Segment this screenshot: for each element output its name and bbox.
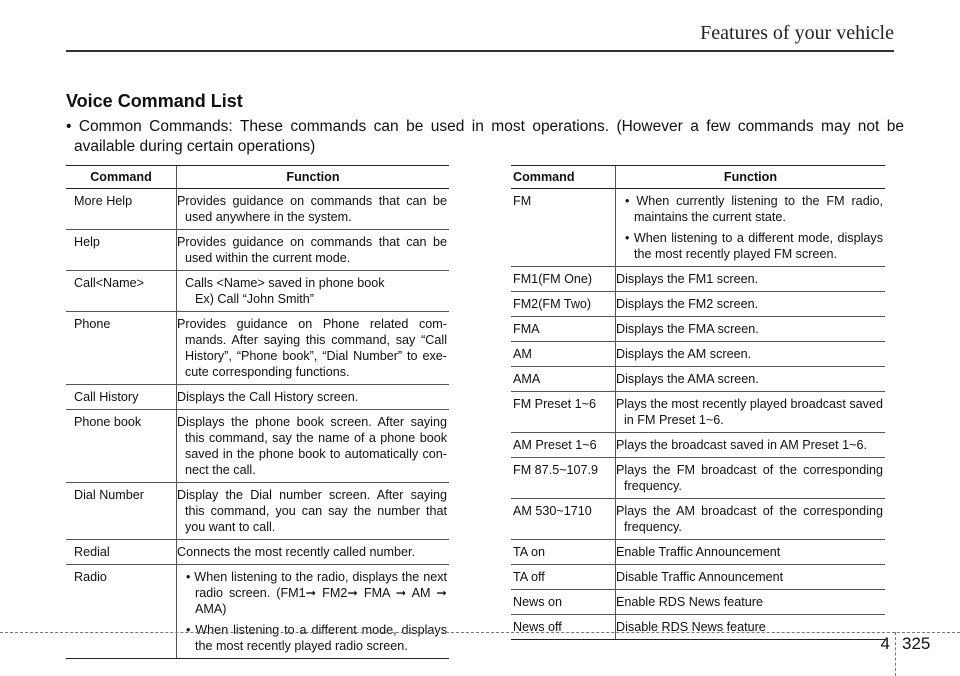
command-cell: FM1(FM One) <box>511 267 616 292</box>
command-cell: FM 87.5~107.9 <box>511 458 616 499</box>
command-cell: FM <box>511 189 616 267</box>
table-row <box>511 540 885 565</box>
column-header-command: Command <box>511 166 616 189</box>
function-cell: Displays the FMA screen. <box>616 317 886 342</box>
intro-paragraph: • Common Commands: These commands can be used in most operations. (However a few commands may not be available during certain operations) <box>66 118 904 155</box>
function-cell: Disable RDS News feature <box>616 615 886 640</box>
table-row <box>511 189 885 267</box>
function-cell: Plays the AM broadcast of the corresponding frequency. <box>616 499 886 540</box>
command-cell: More Help <box>66 189 177 230</box>
bullet-item: • When currently listening to the FM radio, maintains the current state. <box>625 194 883 224</box>
function-text: Calls <Name> saved in phone book <box>185 276 385 290</box>
function-cell: Displays the AM screen. <box>616 342 886 367</box>
command-cell: Redial <box>66 540 177 565</box>
bullet-item: • When listening to a different mode, displays the most recently played FM screen. <box>625 231 883 261</box>
function-cell <box>177 565 450 659</box>
section-title: Voice Command List <box>66 91 243 111</box>
command-cell: FM Preset 1~6 <box>511 392 616 433</box>
table-row <box>511 367 885 392</box>
table-row <box>66 385 449 410</box>
function-cell: Displays the FM1 screen. <box>616 267 886 292</box>
table-row <box>511 565 885 590</box>
command-cell: Dial Number <box>66 483 177 540</box>
command-cell: TA on <box>511 540 616 565</box>
table-row <box>66 230 449 271</box>
footer-rule <box>0 632 960 633</box>
function-cell: Connects the most recently called number. <box>177 540 450 565</box>
bullet-item: • When listening to the radio, displays the next radio screen. (FM1➞ FM2➞ FMA ➞ AM ➞ AMA) <box>186 570 447 616</box>
command-cell: News off <box>511 615 616 640</box>
table-row <box>66 410 449 483</box>
function-cell <box>616 189 886 267</box>
table-row <box>66 565 449 659</box>
command-cell: Phone book <box>66 410 177 483</box>
table-row <box>511 458 885 499</box>
table-row <box>511 615 885 640</box>
function-cell: Enable Traffic Announcement <box>616 540 886 565</box>
column-header-function: Function <box>177 166 450 189</box>
table-row <box>511 433 885 458</box>
function-cell: Provides guidance on commands that can be used anywhere in the system. <box>177 189 450 230</box>
function-cell <box>177 271 450 312</box>
command-cell: AM Preset 1~6 <box>511 433 616 458</box>
command-cell: FM2(FM Two) <box>511 292 616 317</box>
function-cell: Plays the most recently played broadcast saved in FM Preset 1~6. <box>616 392 886 433</box>
table-row <box>511 317 885 342</box>
command-cell: Call History <box>66 385 177 410</box>
table-header-row <box>511 166 885 189</box>
running-header-title: Features of your vehicle <box>700 22 894 44</box>
command-cell: AM <box>511 342 616 367</box>
command-cell: FMA <box>511 317 616 342</box>
function-cell: Displays the Call History screen. <box>177 385 450 410</box>
table-header-row <box>66 166 449 189</box>
footer-separator <box>895 632 896 676</box>
table-row <box>66 483 449 540</box>
table-row <box>511 590 885 615</box>
function-cell: Provides guidance on commands that can be used within the current mode. <box>177 230 450 271</box>
voice-command-table-left <box>66 165 449 659</box>
table-row <box>66 271 449 312</box>
function-cell: Disable Traffic Announcement <box>616 565 886 590</box>
command-cell: Radio <box>66 565 177 659</box>
table-row <box>511 499 885 540</box>
header-rule <box>66 50 894 52</box>
command-cell: News on <box>511 590 616 615</box>
table-row <box>511 292 885 317</box>
command-cell: TA off <box>511 565 616 590</box>
function-cell: Displays the phone book screen. After saying this command, say the name of a phone book saved in the phone book to automatically con-nect the call. <box>177 410 450 483</box>
function-example: Ex) Call “John Smith” <box>195 292 314 306</box>
command-cell: Help <box>66 230 177 271</box>
function-cell: Displays the AMA screen. <box>616 367 886 392</box>
voice-command-table-right <box>511 165 885 640</box>
chapter-number: 4 <box>880 634 890 653</box>
function-cell: Displays the FM2 screen. <box>616 292 886 317</box>
table-row <box>511 267 885 292</box>
bullet-item: • When listening to a different mode, displays the most recently played radio screen. <box>186 623 447 653</box>
function-cell: Enable RDS News feature <box>616 590 886 615</box>
table-row <box>66 189 449 230</box>
table-row <box>66 540 449 565</box>
function-cell: Provides guidance on Phone related com-mands. After saying this command, say “Call History”, “Phone book”, “Dial Number” to exe-cute corresponding functions. <box>177 312 450 385</box>
command-cell: Call<Name> <box>66 271 177 312</box>
function-cell: Plays the FM broadcast of the corresponding frequency. <box>616 458 886 499</box>
column-header-function: Function <box>616 166 886 189</box>
function-cell: Display the Dial number screen. After saying this command, you can say the number that you want to call. <box>177 483 450 540</box>
table-row <box>511 342 885 367</box>
table-row <box>511 392 885 433</box>
table-row <box>66 312 449 385</box>
function-cell: Plays the broadcast saved in AM Preset 1~6. <box>616 433 886 458</box>
command-cell: AMA <box>511 367 616 392</box>
command-cell: AM 530~1710 <box>511 499 616 540</box>
column-header-command: Command <box>66 166 177 189</box>
command-cell: Phone <box>66 312 177 385</box>
page-number: 325 <box>902 634 931 653</box>
